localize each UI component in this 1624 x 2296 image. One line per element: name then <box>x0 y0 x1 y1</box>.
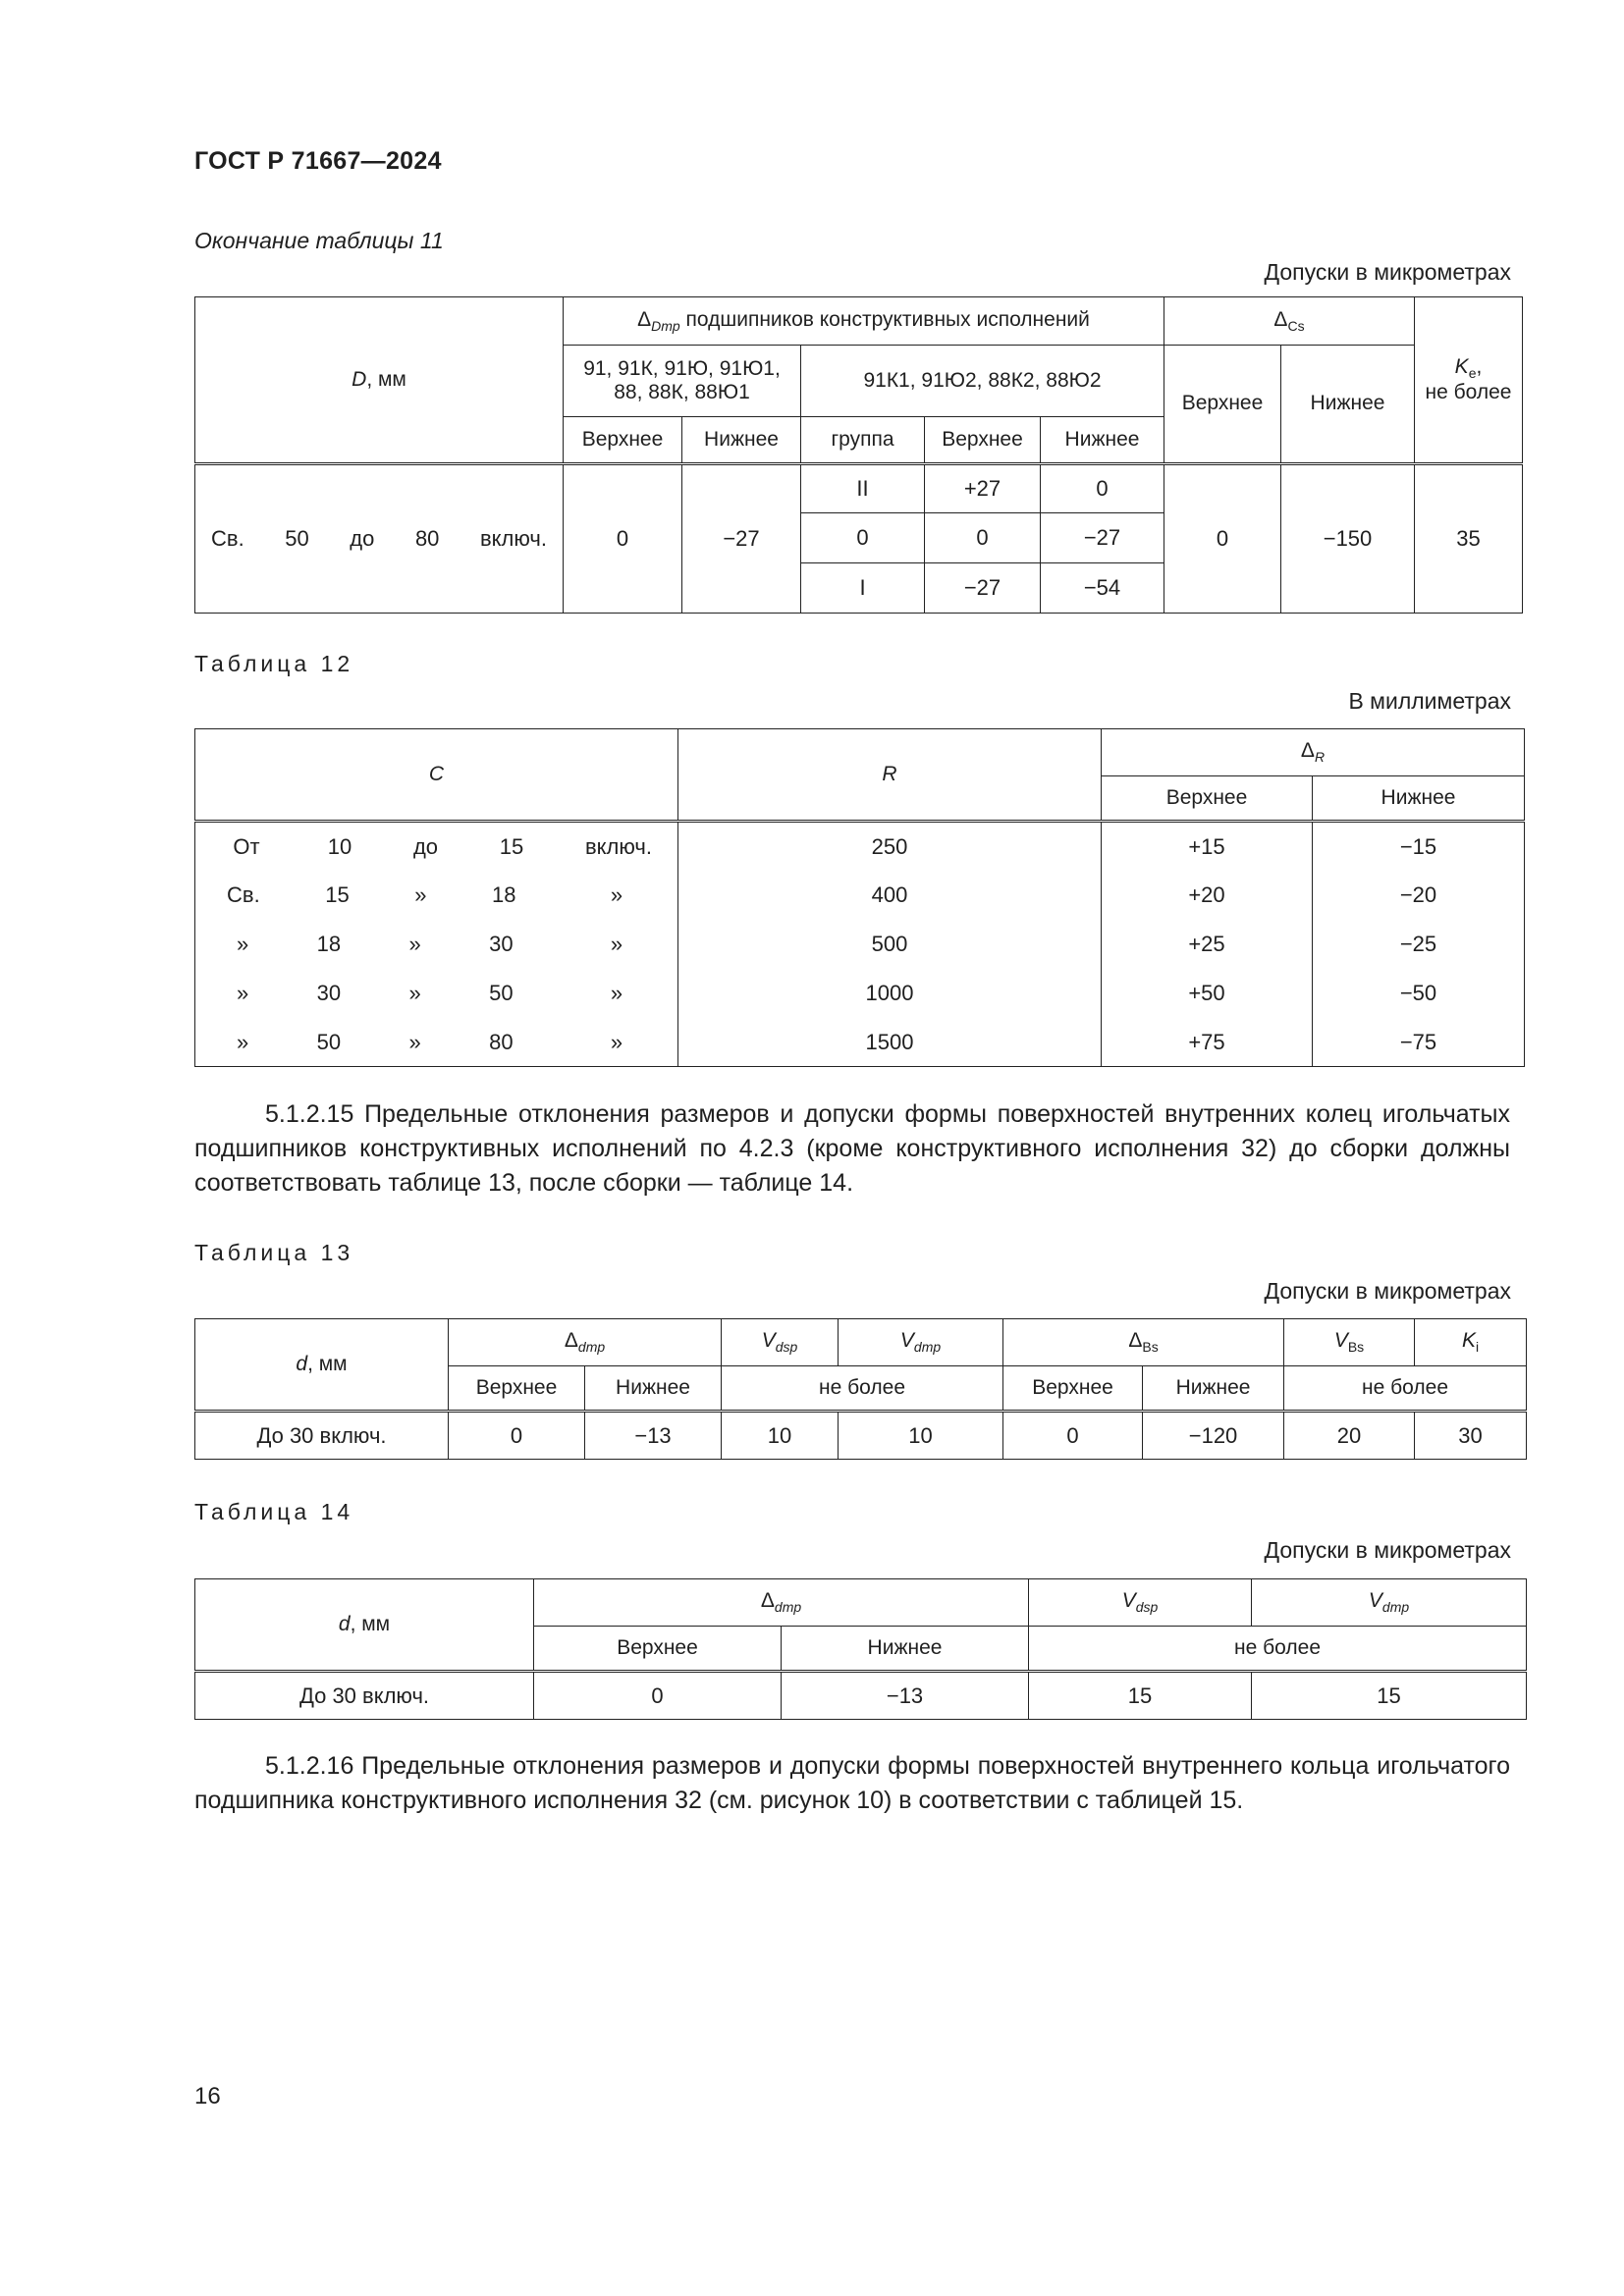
cell-vdsp: 10 <box>722 1412 839 1460</box>
cell-d: До 30 включ. <box>195 1412 449 1460</box>
table12-caption: Таблица 12 <box>194 651 354 676</box>
header-lower: Нижнее <box>682 417 801 464</box>
header-delta-bs: $\Delta_{Bs}$ <box>1003 1319 1284 1366</box>
table-13 <box>194 1318 1527 1460</box>
table-12 <box>194 728 1525 1067</box>
cell-group: I <box>801 563 925 614</box>
cell-ddmp-low: −13 <box>585 1412 722 1460</box>
table-row: » 50 » 80 » <box>195 1018 678 1067</box>
cell-dbs-low: −120 <box>1143 1412 1284 1460</box>
cell-r: 1500 <box>678 1018 1102 1067</box>
header-diameter: D, мм <box>195 297 564 464</box>
cell-group: 0 <box>801 513 925 563</box>
table13-units: Допуски в микрометрах <box>1264 1278 1511 1304</box>
cell-group-lower: −27 <box>1041 513 1164 563</box>
table-14 <box>194 1578 1527 1720</box>
header-max-2: не более <box>1284 1366 1527 1412</box>
header-delta-dmp: $\Delta_{Dmp}$ подшипников конструктивных исполнений <box>564 297 1164 346</box>
cell-group-lower: 0 <box>1041 464 1164 513</box>
table-row: » 30 » 50 » <box>195 969 678 1018</box>
cell-r: 250 <box>678 822 1102 871</box>
cell-ddmp-low: −13 <box>782 1672 1029 1720</box>
header-v-dmp: $V_{dmp}$ <box>1252 1579 1527 1627</box>
cell-ddmp-up: 0 <box>534 1672 782 1720</box>
cell-cs-upper: 0 <box>1164 464 1281 614</box>
header-group-2: 91К1, 91Ю2, 88К2, 88Ю2 <box>801 346 1164 417</box>
header-k-i: $K_i$ <box>1415 1319 1527 1366</box>
cell-up: +75 <box>1102 1018 1313 1067</box>
header-upper: Верхнее <box>1102 776 1313 822</box>
header-v-bs: $V_{Bs}$ <box>1284 1319 1415 1366</box>
cell-low: −50 <box>1313 969 1525 1018</box>
cell-vdmp: 10 <box>839 1412 1003 1460</box>
header-lower: Нижнее <box>585 1366 722 1412</box>
cell-d: До 30 включ. <box>195 1672 534 1720</box>
header-v-dsp: $V_{dsp}$ <box>722 1319 839 1366</box>
cell-group: II <box>801 464 925 513</box>
header-lower-2: Нижнее <box>1041 417 1164 464</box>
header-max: не более <box>722 1366 1003 1412</box>
header-upper: Верхнее <box>534 1627 782 1672</box>
header-group: группа <box>801 417 925 464</box>
paragraph-5-1-2-16: 5.1.2.16 Предельные отклонения размеров и допуски формы поверхностей внутреннего кольца игольчатого подшипника конструктивного исполнения 32 (см. рисунок 10) в соответствии с таблицей 15. <box>194 1752 1510 1814</box>
row-diameter-range: Св. 50 до 80 включ. <box>195 464 564 614</box>
header-upper-2: Верхнее <box>1003 1366 1143 1412</box>
table-row: » 18 » 30 » <box>195 920 678 969</box>
header-d: d, мм <box>195 1579 534 1672</box>
header-d: d, мм <box>195 1319 449 1412</box>
header-v-dsp: $V_{dsp}$ <box>1029 1579 1252 1627</box>
cell-r: 500 <box>678 920 1102 969</box>
header-max: не более <box>1029 1627 1527 1672</box>
cell-group-upper: −27 <box>925 563 1041 614</box>
cell-r: 400 <box>678 871 1102 920</box>
cell-r: 1000 <box>678 969 1102 1018</box>
header-group-1: 91, 91К, 91Ю, 91Ю1, 88, 88К, 88Ю1 <box>564 346 801 417</box>
cell-cs-lower: −150 <box>1281 464 1415 614</box>
cell-dbs-up: 0 <box>1003 1412 1143 1460</box>
header-upper: Верхнее <box>564 417 682 464</box>
cell-group-upper: 0 <box>925 513 1041 563</box>
cell-group-lower: −54 <box>1041 563 1164 614</box>
header-v-dmp: $V_{dmp}$ <box>839 1319 1003 1366</box>
cell-up: +20 <box>1102 871 1313 920</box>
header-lower: Нижнее <box>782 1627 1029 1672</box>
table11-continuation-caption: Окончание таблицы 11 <box>194 228 444 253</box>
cell-low: −75 <box>1313 1018 1525 1067</box>
cell-low: −20 <box>1313 871 1525 920</box>
header-delta-dmp: $\Delta_{dmp}$ <box>534 1579 1029 1627</box>
table-row: От 10 до 15 включ. <box>195 822 678 871</box>
cell-up: +50 <box>1102 969 1313 1018</box>
cell-vdmp: 15 <box>1252 1672 1527 1720</box>
cell-vbs: 20 <box>1284 1412 1415 1460</box>
cell-up: +15 <box>1102 822 1313 871</box>
header-delta-cs: $\Delta_{Cs}$ <box>1164 297 1415 346</box>
cell-low: −25 <box>1313 920 1525 969</box>
header-delta-dmp: $\Delta_{dmp}$ <box>449 1319 722 1366</box>
cell-ke: 35 <box>1415 464 1523 614</box>
header-ke: $K_e$, не более <box>1415 297 1523 464</box>
table-11-end <box>194 296 1523 614</box>
table-row: Св. 15 » 18 » <box>195 871 678 920</box>
document-standard-header: ГОСТ Р 71667—2024 <box>194 147 442 175</box>
page-number: 16 <box>194 2083 221 2109</box>
cell-vdsp: 15 <box>1029 1672 1252 1720</box>
header-lower-2: Нижнее <box>1143 1366 1284 1412</box>
header-cs-upper: Верхнее <box>1164 346 1281 464</box>
cell-low: −15 <box>1313 822 1525 871</box>
header-upper: Верхнее <box>449 1366 585 1412</box>
table13-caption: Таблица 13 <box>194 1240 354 1265</box>
table11-units: Допуски в микрометрах <box>1264 259 1511 285</box>
header-c: C <box>195 729 678 822</box>
cell-upper-1: 0 <box>564 464 682 614</box>
paragraph-5-1-2-15: 5.1.2.15 Предельные отклонения размеров и допуски формы поверхностей внутренних колец игольчатых подшипников конструктивных исполнений по 4.2.3 (кроме конструктивного исполнения 32) до сборки должны соответствовать таблице 13, после сборки — таблице 14. <box>194 1100 1510 1197</box>
cell-ddmp-up: 0 <box>449 1412 585 1460</box>
header-cs-lower: Нижнее <box>1281 346 1415 464</box>
header-delta-r: $\Delta_R$ <box>1102 729 1525 776</box>
header-r: R <box>678 729 1102 822</box>
table14-units: Допуски в микрометрах <box>1264 1537 1511 1563</box>
cell-group-upper: +27 <box>925 464 1041 513</box>
table14-caption: Таблица 14 <box>194 1499 354 1524</box>
cell-lower-1: −27 <box>682 464 801 614</box>
cell-ki: 30 <box>1415 1412 1527 1460</box>
cell-up: +25 <box>1102 920 1313 969</box>
header-upper-2: Верхнее <box>925 417 1041 464</box>
table12-units: В миллиметрах <box>1348 688 1511 714</box>
header-lower: Нижнее <box>1313 776 1525 822</box>
